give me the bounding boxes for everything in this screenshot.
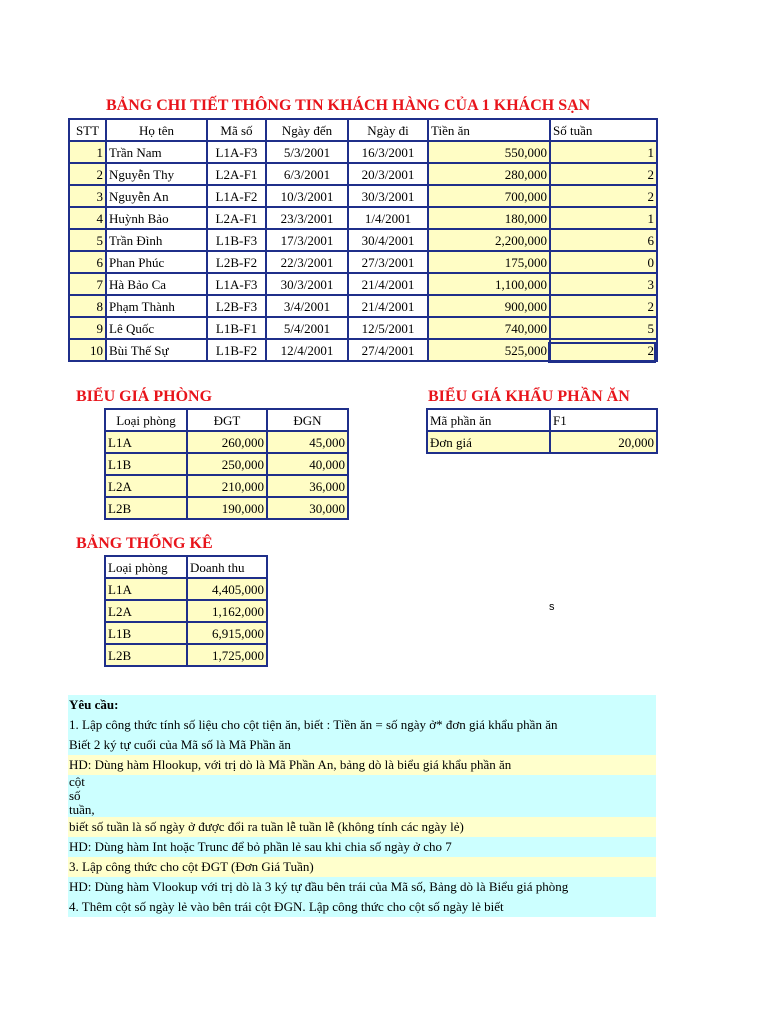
cell-so-tuan[interactable]: 6 bbox=[550, 229, 657, 251]
cell-so-tuan[interactable]: 2 bbox=[550, 339, 657, 361]
requirement-line[interactable]: 3. Lập công thức cho cột ĐGT (Đơn Giá Tuần) bbox=[68, 857, 656, 877]
cell-doanh-thu[interactable]: 4,405,000 bbox=[187, 578, 267, 600]
table-header-row bbox=[105, 556, 267, 578]
cell-loai-phong[interactable]: L2B bbox=[105, 644, 187, 666]
cell-doanh-thu[interactable]: 1,162,000 bbox=[187, 600, 267, 622]
cell-ngay-den[interactable]: 5/3/2001 bbox=[266, 141, 348, 163]
cell-ho-ten[interactable]: Lê Quốc bbox=[106, 317, 207, 339]
cell-stt[interactable]: 8 bbox=[69, 295, 106, 317]
table-row bbox=[105, 475, 348, 497]
header-stt[interactable]: STT bbox=[69, 119, 106, 141]
table-row bbox=[105, 431, 348, 453]
cell-stt[interactable]: 5 bbox=[69, 229, 106, 251]
cell-ma-so[interactable]: L1A-F3 bbox=[207, 273, 266, 295]
cell-ngay-den[interactable]: 22/3/2001 bbox=[266, 251, 348, 273]
cell-ngay-di[interactable]: 27/3/2001 bbox=[348, 251, 428, 273]
table-header-row bbox=[69, 119, 657, 141]
cell-ma-so[interactable]: L2A-F1 bbox=[207, 163, 266, 185]
cell-ho-ten[interactable]: Hà Bảo Ca bbox=[106, 273, 207, 295]
empty-cell[interactable] bbox=[548, 342, 656, 363]
cell-stt[interactable]: 6 bbox=[69, 251, 106, 273]
cell-loai-phong[interactable]: L2A bbox=[105, 600, 187, 622]
cell-tien-an[interactable]: 180,000 bbox=[428, 207, 550, 229]
requirement-line[interactable]: 4. Thêm cột số ngày lẻ vào bên trái cột ĐGN. Lập công thức cho cột số ngày lẻ biết bbox=[68, 897, 656, 917]
cell-ngay-den[interactable]: 30/3/2001 bbox=[266, 273, 348, 295]
table-row bbox=[69, 229, 657, 251]
header-ngay-di[interactable]: Ngày đi bbox=[348, 119, 428, 141]
cell-dgt[interactable]: 250,000 bbox=[187, 453, 267, 475]
cell-dgn[interactable]: 30,000 bbox=[267, 497, 348, 519]
cell-so-tuan[interactable]: 2 bbox=[550, 163, 657, 185]
cell-ma-so[interactable]: L2B-F3 bbox=[207, 295, 266, 317]
cell-ngay-di[interactable]: 16/3/2001 bbox=[348, 141, 428, 163]
meal-price-table bbox=[426, 408, 658, 454]
cell-stt[interactable]: 10 bbox=[69, 339, 106, 361]
cell-dgn[interactable]: 45,000 bbox=[267, 431, 348, 453]
cell-tien-an[interactable]: 525,000 bbox=[428, 339, 550, 361]
requirement-line[interactable]: Biết 2 ký tự cuối của Mã số là Mã Phần ăn bbox=[68, 735, 656, 755]
cell-doanh-thu[interactable]: 6,915,000 bbox=[187, 622, 267, 644]
cell-ho-ten[interactable]: Bùi Thế Sự bbox=[106, 339, 207, 361]
table-row bbox=[105, 600, 267, 622]
cell-tien-an[interactable]: 1,100,000 bbox=[428, 273, 550, 295]
stats-table bbox=[104, 555, 268, 667]
requirement-line[interactable]: 1. Lập công thức tính số liệu cho cột tiện ăn, biết : Tiền ăn = số ngày ở* đơn giá khẩu phần ăn bbox=[68, 715, 656, 735]
cell-dgn[interactable]: 36,000 bbox=[267, 475, 348, 497]
cell-ho-ten[interactable]: Trần Nam bbox=[106, 141, 207, 163]
table-row bbox=[105, 644, 267, 666]
meal-price-title: BIỂU GIÁ KHẨU PHẦN ĂN bbox=[428, 388, 630, 405]
table-row bbox=[69, 185, 657, 207]
table-row bbox=[69, 141, 657, 163]
cell-tien-an[interactable]: 740,000 bbox=[428, 317, 550, 339]
stray-text: s bbox=[549, 601, 555, 613]
requirement-line[interactable]: tuần, bbox=[68, 803, 656, 817]
cell-ho-ten[interactable]: Trần Đình bbox=[106, 229, 207, 251]
cell-ngay-di[interactable]: 30/4/2001 bbox=[348, 229, 428, 251]
cell-ngay-di[interactable]: 20/3/2001 bbox=[348, 163, 428, 185]
customer-detail-table bbox=[68, 118, 658, 362]
table-row bbox=[69, 251, 657, 273]
header-loai-phong[interactable]: Loại phòng bbox=[105, 556, 187, 578]
requirement-line[interactable]: HD: Dùng hàm Hlookup, với trị dò là Mã Phần An, bảng dò là biểu giá khẩu phần ăn bbox=[68, 755, 656, 775]
header-dgt[interactable]: ĐGT bbox=[187, 409, 267, 431]
header-ma-so[interactable]: Mã số bbox=[207, 119, 266, 141]
cell-ho-ten[interactable]: Phạm Thành bbox=[106, 295, 207, 317]
cell-so-tuan[interactable]: 2 bbox=[550, 295, 657, 317]
header-dgn[interactable]: ĐGN bbox=[267, 409, 348, 431]
cell-ma-so[interactable]: L2A-F1 bbox=[207, 207, 266, 229]
header-tien-an[interactable]: Tiền ăn bbox=[428, 119, 550, 141]
cell-ngay-den[interactable]: 6/3/2001 bbox=[266, 163, 348, 185]
table-row bbox=[105, 497, 348, 519]
cell-ngay-di[interactable]: 21/4/2001 bbox=[348, 295, 428, 317]
requirement-line[interactable]: Yêu cầu: bbox=[68, 695, 656, 715]
stats-title: BẢNG THỐNG KÊ bbox=[76, 535, 213, 552]
header-ngay-den[interactable]: Ngày đến bbox=[266, 119, 348, 141]
cell-ma-so[interactable]: L1B-F2 bbox=[207, 339, 266, 361]
table-row bbox=[69, 207, 657, 229]
cell-tien-an[interactable]: 550,000 bbox=[428, 141, 550, 163]
requirement-line[interactable]: HD: Dùng hàm Vlookup với trị dò là 3 ký tự đầu bên trái của Mã số, Bảng dò là Biểu giá phòng bbox=[68, 877, 656, 897]
cell-loai-phong[interactable]: L1A bbox=[105, 578, 187, 600]
cell-dgt[interactable]: 190,000 bbox=[187, 497, 267, 519]
main-table-title: BẢNG CHI TIẾT THÔNG TIN KHÁCH HÀNG CỦA 1 KHÁCH SẠN bbox=[106, 97, 591, 114]
cell-tien-an[interactable]: 2,200,000 bbox=[428, 229, 550, 251]
cell-so-tuan[interactable]: 0 bbox=[550, 251, 657, 273]
cell-loai-phong[interactable]: L1A bbox=[105, 431, 187, 453]
cell-ho-ten[interactable]: Nguyễn An bbox=[106, 185, 207, 207]
cell-ngay-di[interactable]: 12/5/2001 bbox=[348, 317, 428, 339]
table-row bbox=[69, 273, 657, 295]
cell-so-tuan[interactable]: 1 bbox=[550, 141, 657, 163]
cell-tien-an[interactable]: 900,000 bbox=[428, 295, 550, 317]
cell-stt[interactable]: 9 bbox=[69, 317, 106, 339]
cell-ngay-den[interactable]: 23/3/2001 bbox=[266, 207, 348, 229]
cell-ma-so[interactable]: L1A-F3 bbox=[207, 141, 266, 163]
cell-ngay-di[interactable]: 21/4/2001 bbox=[348, 273, 428, 295]
cell-so-tuan[interactable]: 2 bbox=[550, 185, 657, 207]
table-row bbox=[105, 622, 267, 644]
cell-ngay-den[interactable]: 17/3/2001 bbox=[266, 229, 348, 251]
cell-loai-phong[interactable]: L1B bbox=[105, 453, 187, 475]
cell-ma-so[interactable]: L1B-F1 bbox=[207, 317, 266, 339]
requirement-line[interactable]: số bbox=[68, 789, 656, 803]
cell-dgt[interactable]: 260,000 bbox=[187, 431, 267, 453]
cell-tien-an[interactable]: 175,000 bbox=[428, 251, 550, 273]
requirement-line[interactable]: HD: Dùng hàm Int hoặc Trunc để bỏ phần lẻ sau khi chia số ngày ở cho 7 bbox=[68, 837, 656, 857]
requirement-line[interactable]: biết số tuần là số ngày ở được đổi ra tuần lễ tuần lễ (không tính các ngày lẻ) bbox=[68, 817, 656, 837]
table-header-row bbox=[105, 409, 348, 431]
cell-doanh-thu[interactable]: 1,725,000 bbox=[187, 644, 267, 666]
cell-stt[interactable]: 1 bbox=[69, 141, 106, 163]
meal-code-label[interactable]: Mã phần ăn bbox=[427, 409, 550, 431]
table-row bbox=[69, 163, 657, 185]
meal-code-value[interactable]: F1 bbox=[550, 409, 657, 431]
cell-dgt[interactable]: 210,000 bbox=[187, 475, 267, 497]
cell-ho-ten[interactable]: Huỳnh Bảo bbox=[106, 207, 207, 229]
cell-ma-so[interactable]: L1B-F3 bbox=[207, 229, 266, 251]
requirement-line[interactable]: cột bbox=[68, 775, 656, 789]
cell-stt[interactable]: 7 bbox=[69, 273, 106, 295]
cell-loai-phong[interactable]: L2A bbox=[105, 475, 187, 497]
cell-stt[interactable]: 4 bbox=[69, 207, 106, 229]
cell-ngay-di[interactable]: 1/4/2001 bbox=[348, 207, 428, 229]
cell-so-tuan[interactable]: 3 bbox=[550, 273, 657, 295]
cell-ma-so[interactable]: L1A-F2 bbox=[207, 185, 266, 207]
table-row bbox=[105, 453, 348, 475]
cell-so-tuan[interactable]: 5 bbox=[550, 317, 657, 339]
cell-loai-phong[interactable]: L2B bbox=[105, 497, 187, 519]
room-price-title: BIỂU GIÁ PHÒNG bbox=[76, 388, 213, 405]
cell-ho-ten[interactable]: Phan Phúc bbox=[106, 251, 207, 273]
room-price-table bbox=[104, 408, 349, 520]
cell-so-tuan[interactable]: 1 bbox=[550, 207, 657, 229]
header-doanh-thu[interactable]: Doanh thu bbox=[187, 556, 267, 578]
cell-tien-an[interactable]: 700,000 bbox=[428, 185, 550, 207]
table-row bbox=[427, 409, 657, 431]
table-row bbox=[69, 317, 657, 339]
cell-ngay-den[interactable]: 12/4/2001 bbox=[266, 339, 348, 361]
table-row bbox=[427, 431, 657, 453]
meal-price-value[interactable]: 20,000 bbox=[550, 431, 657, 453]
cell-ngay-den[interactable]: 10/3/2001 bbox=[266, 185, 348, 207]
cell-ngay-di[interactable]: 30/3/2001 bbox=[348, 185, 428, 207]
header-loai-phong[interactable]: Loại phòng bbox=[105, 409, 187, 431]
table-row bbox=[69, 295, 657, 317]
cell-stt[interactable]: 2 bbox=[69, 163, 106, 185]
cell-ngay-den[interactable]: 5/4/2001 bbox=[266, 317, 348, 339]
requirements-section bbox=[68, 695, 656, 917]
cell-stt[interactable]: 3 bbox=[69, 185, 106, 207]
cell-loai-phong[interactable]: L1B bbox=[105, 622, 187, 644]
meal-price-label[interactable]: Đơn giá bbox=[427, 431, 550, 453]
cell-ngay-di[interactable]: 27/4/2001 bbox=[348, 339, 428, 361]
cell-dgn[interactable]: 40,000 bbox=[267, 453, 348, 475]
header-so-tuan[interactable]: Số tuần bbox=[550, 119, 657, 141]
cell-ngay-den[interactable]: 3/4/2001 bbox=[266, 295, 348, 317]
cell-ma-so[interactable]: L2B-F2 bbox=[207, 251, 266, 273]
cell-ho-ten[interactable]: Nguyễn Thy bbox=[106, 163, 207, 185]
cell-tien-an[interactable]: 280,000 bbox=[428, 163, 550, 185]
header-ho-ten[interactable]: Họ tên bbox=[106, 119, 207, 141]
table-row bbox=[105, 578, 267, 600]
